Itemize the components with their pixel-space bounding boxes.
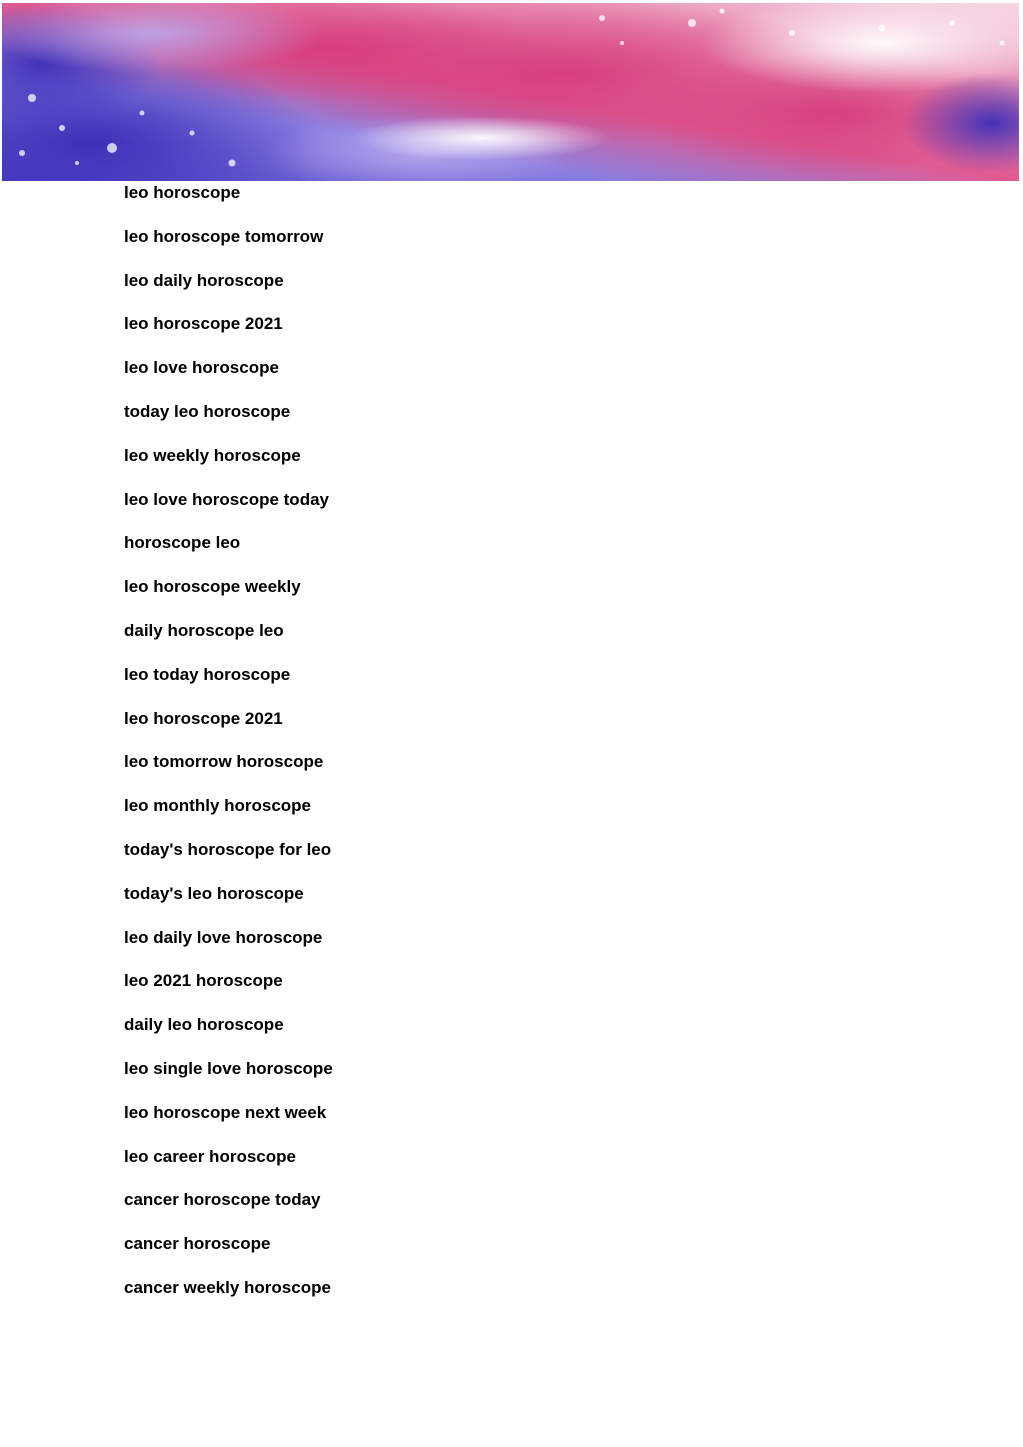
list-item: leo horoscope next week bbox=[124, 1102, 327, 1122]
list-item: leo career horoscope bbox=[124, 1146, 296, 1166]
list-item: leo single love horoscope bbox=[124, 1058, 333, 1078]
list-item: daily horoscope leo bbox=[124, 620, 284, 640]
list-item: leo daily horoscope bbox=[124, 270, 284, 290]
list-item: leo horoscope tomorrow bbox=[124, 226, 324, 246]
list-item: leo horoscope weekly bbox=[124, 577, 301, 597]
list-item: leo horoscope 2021 bbox=[124, 708, 283, 728]
list-item: leo love horoscope today bbox=[124, 489, 329, 509]
list-item: leo today horoscope bbox=[124, 664, 291, 684]
list-item: leo tomorrow horoscope bbox=[124, 752, 324, 772]
list-item: horoscope leo bbox=[124, 533, 241, 553]
list-item: cancer horoscope today bbox=[124, 1190, 321, 1210]
list-item: leo love horoscope bbox=[124, 358, 279, 378]
list-item: leo daily love horoscope bbox=[124, 927, 323, 947]
list-item: today's horoscope for leo bbox=[124, 839, 332, 859]
watercolor-sky-illustration bbox=[2, 3, 1019, 181]
list-item: cancer horoscope bbox=[124, 1234, 271, 1254]
header-banner-image bbox=[2, 3, 1019, 181]
list-item: daily leo horoscope bbox=[124, 1015, 284, 1035]
list-item: today's leo horoscope bbox=[124, 883, 304, 903]
list-item: leo horoscope 2021 bbox=[124, 314, 283, 334]
list-item: leo weekly horoscope bbox=[124, 445, 301, 465]
list-item: leo monthly horoscope bbox=[124, 796, 312, 816]
list-item: cancer weekly horoscope bbox=[124, 1277, 331, 1297]
list-item: today leo horoscope bbox=[124, 401, 291, 421]
list-item: leo 2021 horoscope bbox=[124, 971, 283, 991]
list-item: leo horoscope bbox=[124, 183, 241, 202]
keyword-list bbox=[124, 181, 333, 1320]
